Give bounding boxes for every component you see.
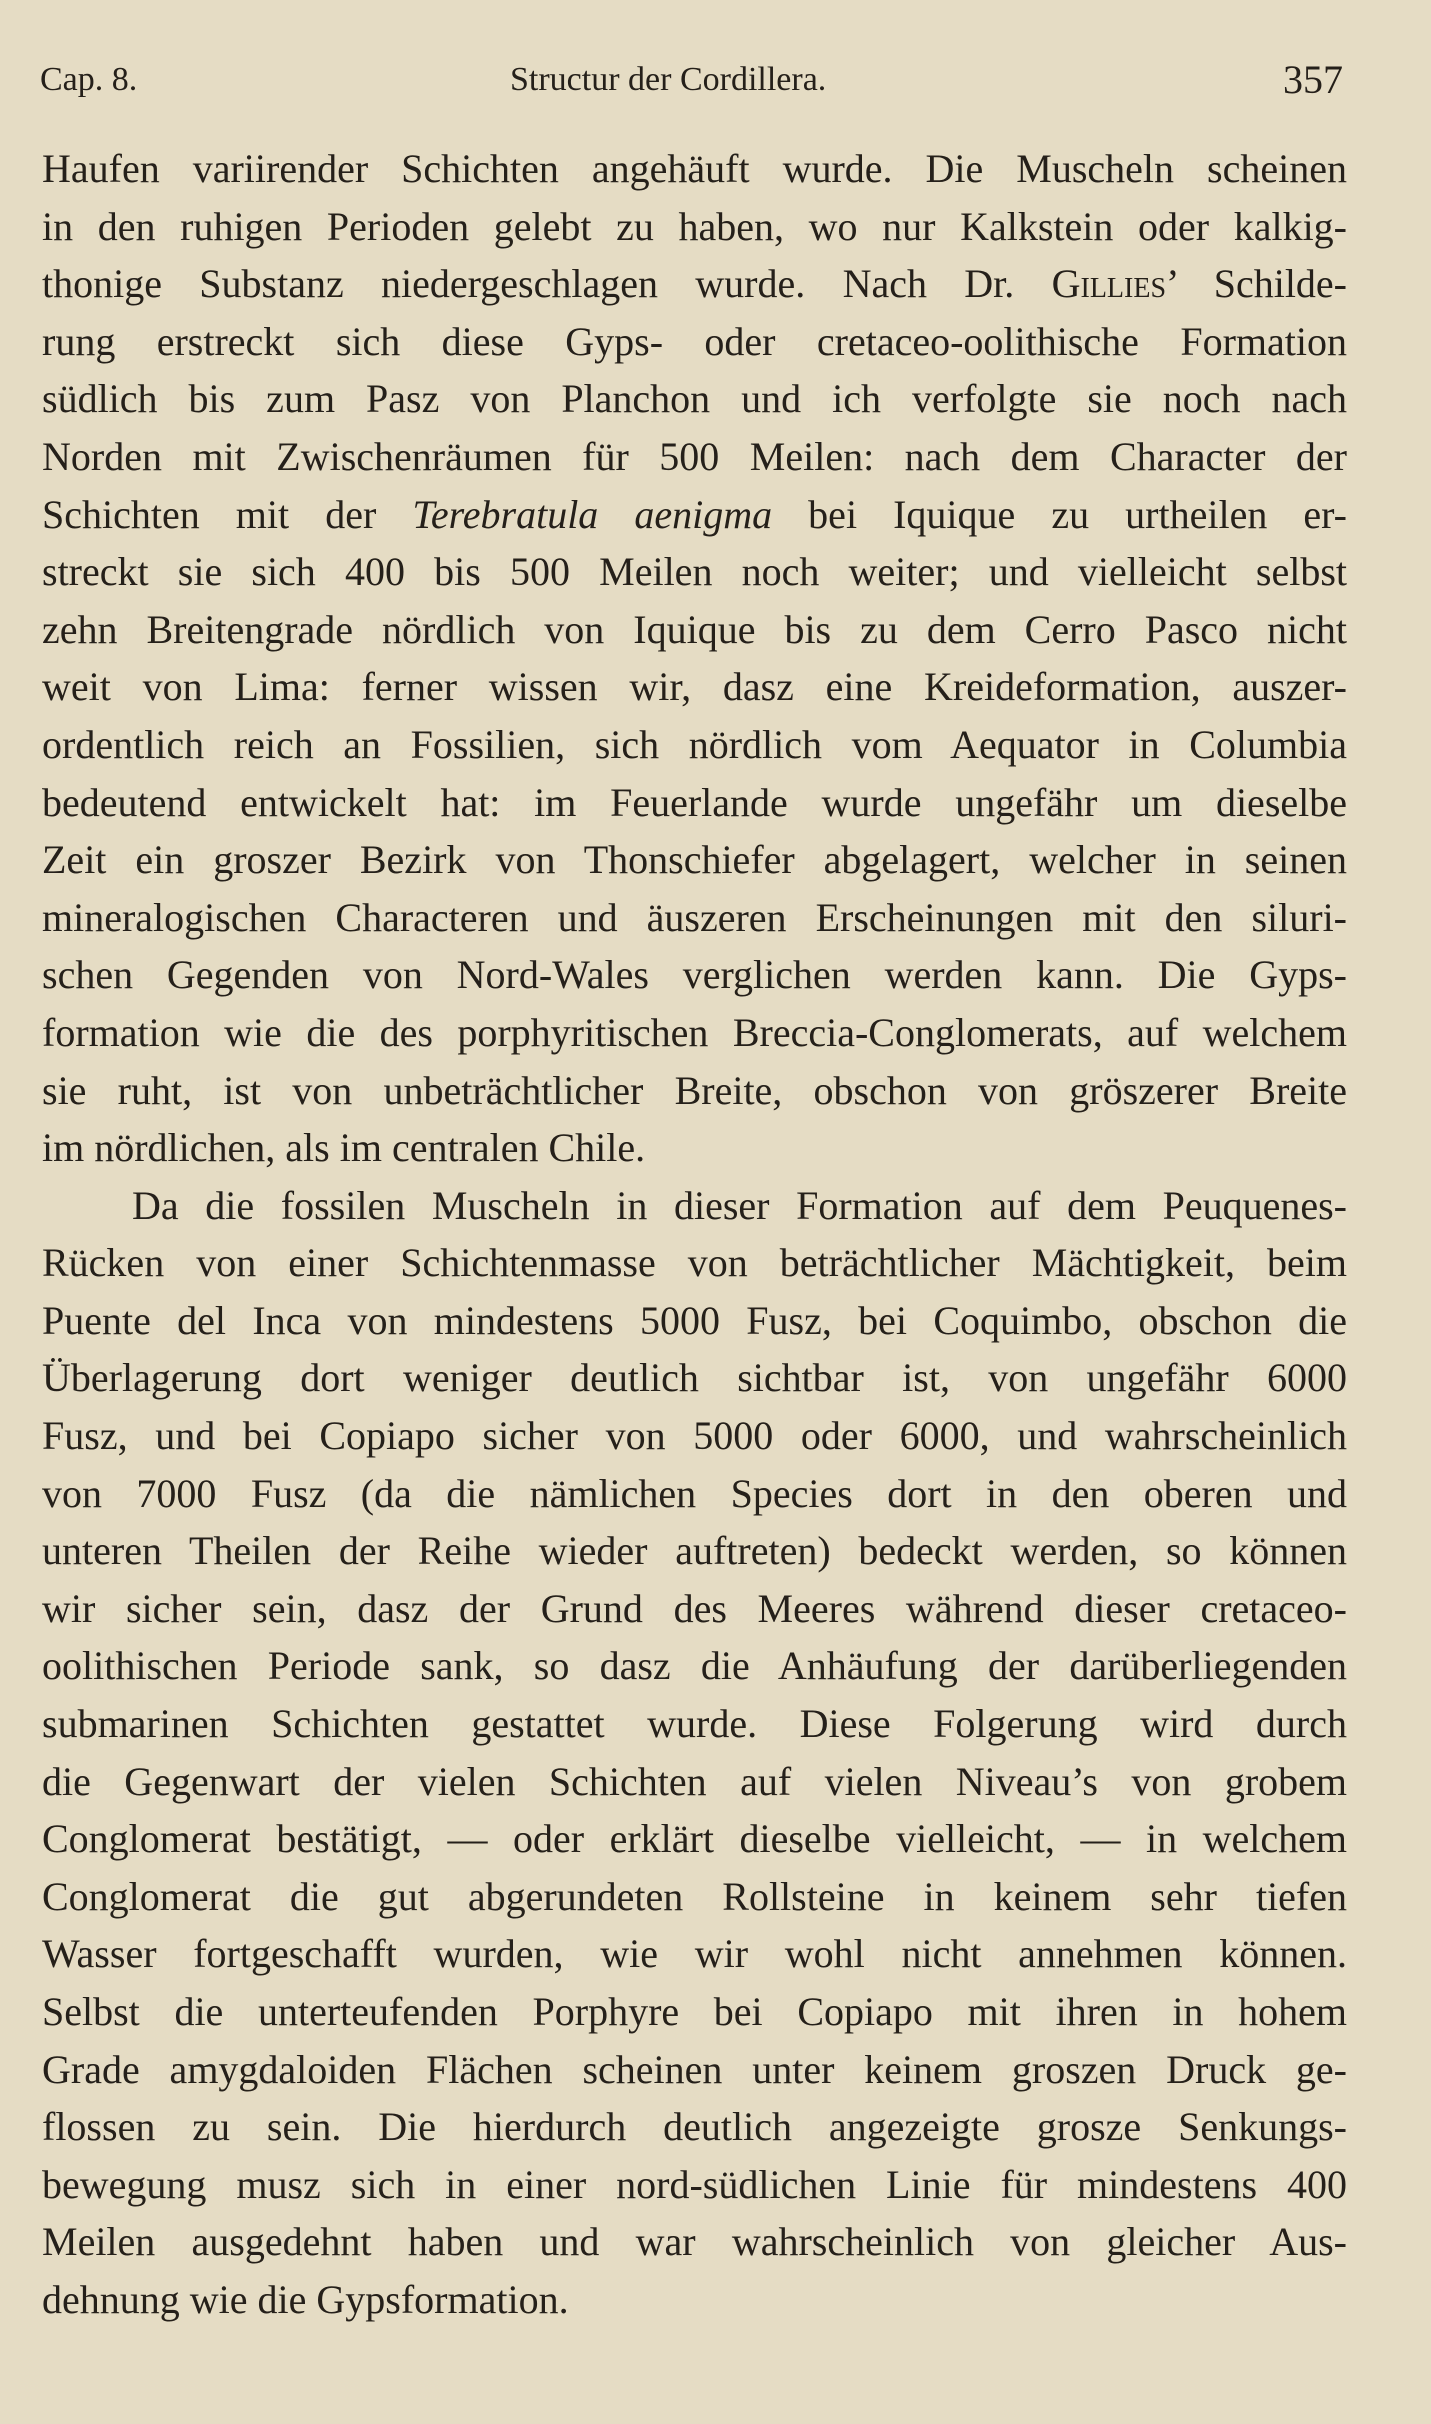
text-line: rung erstreckt sich diese Gyps- oder cretaceo-oolithische Formation <box>42 318 1347 364</box>
body-text <box>42 140 1347 2329</box>
text-line: ordentlich reich an Fossilien, sich nördlich vom Aequator in Columbia <box>42 721 1347 767</box>
text-line: bewegung musz sich in einer nord-südlichen Linie für mindestens 400 <box>42 2161 1347 2207</box>
text-line: Conglomerat die gut abgerundeten Rollsteine in keinem sehr tiefen <box>42 1873 1347 1919</box>
text-line: Schichten mit der Terebratula aenigma bei Iquique zu urtheilen er- <box>42 491 1347 537</box>
text-line: sie ruht, ist von unbeträchtlicher Breite, obschon von gröszerer Breite <box>42 1067 1347 1113</box>
text-line: streckt sie sich 400 bis 500 Meilen noch weiter; und vielleicht selbst <box>42 549 1347 595</box>
text-line: Rücken von einer Schichtenmasse von beträchtlicher Mächtigkeit, beim <box>42 1240 1347 1286</box>
text-line: Selbst die unterteufenden Porphyre bei Copiapo mit ihren in hohem <box>42 1989 1347 2034</box>
text-line: zehn Breitengrade nördlich von Iquique bis zu dem Cerro Pasco nicht <box>42 606 1347 652</box>
text-line: Überlagerung dort weniger deutlich sichtbar ist, von ungefähr 6000 <box>42 1355 1347 1401</box>
page-number: 357 <box>1283 57 1343 102</box>
text-line: Wasser fortgeschafft wurden, wie wir wohl nicht annehmen können. <box>42 1931 1347 1977</box>
text-line: Zeit ein groszer Bezirk von Thonschiefer abgelagert, welcher in seinen <box>42 837 1347 883</box>
text-line: im nördlichen, als im centralen Chile. <box>42 1125 646 1171</box>
text-line: flossen zu sein. Die hierdurch deutlich angezeigte grosze Senkungs- <box>42 2104 1347 2150</box>
text-line: weit von Lima: ferner wissen wir, dasz eine Kreideformation, auszer- <box>42 664 1347 710</box>
text-line: schen Gegenden von Nord-Wales verglichen werden kann. Die Gyps- <box>42 952 1347 998</box>
text-line: dehnung wie die Gypsformation. <box>42 2276 569 2322</box>
text-line: Da die fossilen Muscheln in dieser Formation auf dem Peuquenes- <box>132 1182 1347 1228</box>
running-title: Structur der Cordillera. <box>510 61 827 98</box>
paragraph <box>42 1177 1347 2329</box>
text-line: südlich bis zum Pasz von Planchon und ich verfolgte sie noch nach <box>42 376 1347 422</box>
text-line: bedeutend entwickelt hat: im Feuerlande wurde ungefähr um dieselbe <box>42 779 1347 825</box>
paragraph <box>42 140 1347 1177</box>
text-line: die Gegenwart der vielen Schichten auf vielen Niveau’s von grobem <box>42 1758 1347 1804</box>
text-line: mineralogischen Characteren und äuszeren Erscheinungen mit den siluri- <box>42 894 1347 940</box>
text-line: oolithischen Periode sank, so dasz die Anhäufung der darüberliegenden <box>42 1643 1347 1689</box>
text-line: wir sicher sein, dasz der Grund des Meeres während dieser cretaceo- <box>42 1585 1347 1631</box>
text-line: submarinen Schichten gestattet wurde. Diese Folgerung wird durch <box>42 1701 1347 1747</box>
text-line: Meilen ausgedehnt haben und war wahrscheinlich von gleicher Aus- <box>42 2219 1347 2265</box>
text-line: Haufen variirender Schichten angehäuft wurde. Die Muscheln scheinen <box>42 146 1347 191</box>
text-line: formation wie die des porphyritischen Breccia-Conglomerats, auf welchem <box>42 1009 1347 1055</box>
chapter-label: Cap. 8. <box>40 61 138 98</box>
text-line: Conglomerat bestätigt, — oder erklärt dieselbe vielleicht, — in welchem <box>42 1816 1347 1862</box>
text-line: unteren Theilen der Reihe wieder auftreten) bedeckt werden, so können <box>42 1528 1347 1574</box>
text-line: von 7000 Fusz (da die nämlichen Species dort in den oberen und <box>42 1470 1347 1516</box>
text-line: Norden mit Zwischenräumen für 500 Meilen: nach dem Character der <box>42 433 1347 479</box>
text-line: Grade amygdaloiden Flächen scheinen unter keinem groszen Druck ge- <box>42 2046 1347 2092</box>
text-line: Puente del Inca von mindestens 5000 Fusz, bei Coquimbo, obschon die <box>42 1297 1347 1343</box>
text-line: in den ruhigen Perioden gelebt zu haben, wo nur Kalkstein oder kalkig- <box>42 203 1347 249</box>
text-line: Fusz, und bei Copiapo sicher von 5000 oder 6000, und wahrscheinlich <box>42 1413 1347 1459</box>
running-header <box>0 50 1431 110</box>
text-line: thonige Substanz niedergeschlagen wurde. Nach Dr. Gillies’ Schilde- <box>42 261 1348 307</box>
